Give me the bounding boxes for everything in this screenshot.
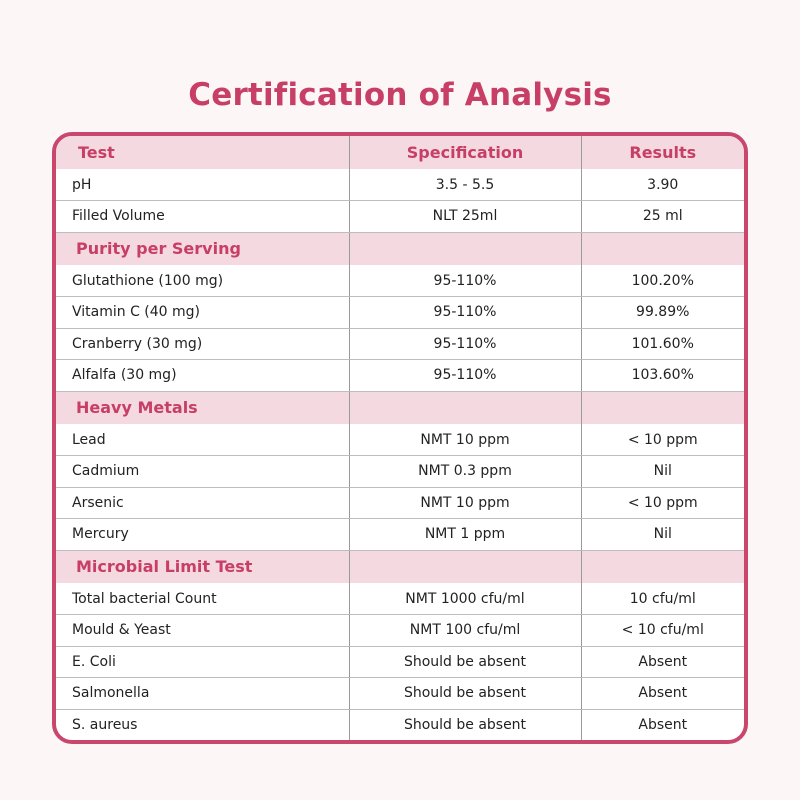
section-title: Microbial Limit Test bbox=[56, 550, 349, 583]
test-specification: 3.5 - 5.5 bbox=[349, 169, 581, 201]
test-specification: NMT 0.3 ppm bbox=[349, 456, 581, 488]
test-specification: NMT 100 cfu/ml bbox=[349, 615, 581, 647]
test-result: 99.89% bbox=[581, 297, 744, 329]
test-result: 25 ml bbox=[581, 201, 744, 233]
analysis-table-container bbox=[52, 132, 748, 744]
test-result: Nil bbox=[581, 456, 744, 488]
section-spacer bbox=[349, 232, 581, 265]
section-spacer bbox=[581, 232, 744, 265]
section-spacer bbox=[581, 391, 744, 424]
test-result: Nil bbox=[581, 519, 744, 551]
table-row bbox=[56, 456, 744, 488]
table-row bbox=[56, 709, 744, 741]
test-result: < 10 cfu/ml bbox=[581, 615, 744, 647]
table-row bbox=[56, 646, 744, 678]
test-specification: NMT 1000 cfu/ml bbox=[349, 583, 581, 615]
test-name: Lead bbox=[56, 424, 349, 456]
test-name: Alfalfa (30 mg) bbox=[56, 360, 349, 392]
header-test: Test bbox=[56, 136, 349, 169]
table-row bbox=[56, 678, 744, 710]
test-specification: NLT 25ml bbox=[349, 201, 581, 233]
header-specification: Specification bbox=[349, 136, 581, 169]
test-name: Mercury bbox=[56, 519, 349, 551]
test-result: 101.60% bbox=[581, 328, 744, 360]
test-name: Glutathione (100 mg) bbox=[56, 265, 349, 297]
section-title: Heavy Metals bbox=[56, 391, 349, 424]
table-row bbox=[56, 201, 744, 233]
test-result: 10 cfu/ml bbox=[581, 583, 744, 615]
table-header-row bbox=[56, 136, 744, 169]
test-specification: NMT 1 ppm bbox=[349, 519, 581, 551]
section-spacer bbox=[349, 391, 581, 424]
test-name: E. Coli bbox=[56, 646, 349, 678]
test-result: < 10 ppm bbox=[581, 424, 744, 456]
test-name: Arsenic bbox=[56, 487, 349, 519]
test-name: Salmonella bbox=[56, 678, 349, 710]
table-row bbox=[56, 487, 744, 519]
test-specification: 95-110% bbox=[349, 360, 581, 392]
section-title: Purity per Serving bbox=[56, 232, 349, 265]
table-row bbox=[56, 360, 744, 392]
test-result: 3.90 bbox=[581, 169, 744, 201]
test-specification: NMT 10 ppm bbox=[349, 487, 581, 519]
test-specification: Should be absent bbox=[349, 709, 581, 741]
test-name: Filled Volume bbox=[56, 201, 349, 233]
test-result: 103.60% bbox=[581, 360, 744, 392]
table-row bbox=[56, 615, 744, 647]
test-name: Cadmium bbox=[56, 456, 349, 488]
test-specification: NMT 10 ppm bbox=[349, 424, 581, 456]
test-specification: 95-110% bbox=[349, 297, 581, 329]
table-row bbox=[56, 328, 744, 360]
table-row bbox=[56, 424, 744, 456]
test-specification: Should be absent bbox=[349, 678, 581, 710]
table-row bbox=[56, 265, 744, 297]
table-row bbox=[56, 297, 744, 329]
test-name: Cranberry (30 mg) bbox=[56, 328, 349, 360]
test-specification: 95-110% bbox=[349, 328, 581, 360]
test-name: S. aureus bbox=[56, 709, 349, 741]
test-result: Absent bbox=[638, 717, 688, 733]
test-result: < 10 ppm bbox=[581, 487, 744, 519]
test-result: 100.20% bbox=[581, 265, 744, 297]
section-header-purity bbox=[56, 232, 744, 265]
test-specification: 95-110% bbox=[349, 265, 581, 297]
header-results: Results bbox=[581, 136, 744, 169]
test-name: Total bacterial Count bbox=[56, 583, 349, 615]
section-spacer bbox=[581, 550, 744, 583]
table-row bbox=[56, 519, 744, 551]
section-header-microbial bbox=[56, 550, 744, 583]
section-header-heavy-metals bbox=[56, 391, 744, 424]
test-name: Vitamin C (40 mg) bbox=[56, 297, 349, 329]
table-row bbox=[56, 583, 744, 615]
test-specification: Should be absent bbox=[349, 646, 581, 678]
test-name: Mould & Yeast bbox=[56, 615, 349, 647]
section-spacer bbox=[349, 550, 581, 583]
analysis-table bbox=[56, 136, 744, 741]
table-row bbox=[56, 169, 744, 201]
test-result: Absent bbox=[581, 678, 744, 710]
test-result: Absent bbox=[581, 646, 744, 678]
page-title: Certification of Analysis bbox=[188, 76, 612, 113]
test-name: pH bbox=[56, 169, 349, 201]
